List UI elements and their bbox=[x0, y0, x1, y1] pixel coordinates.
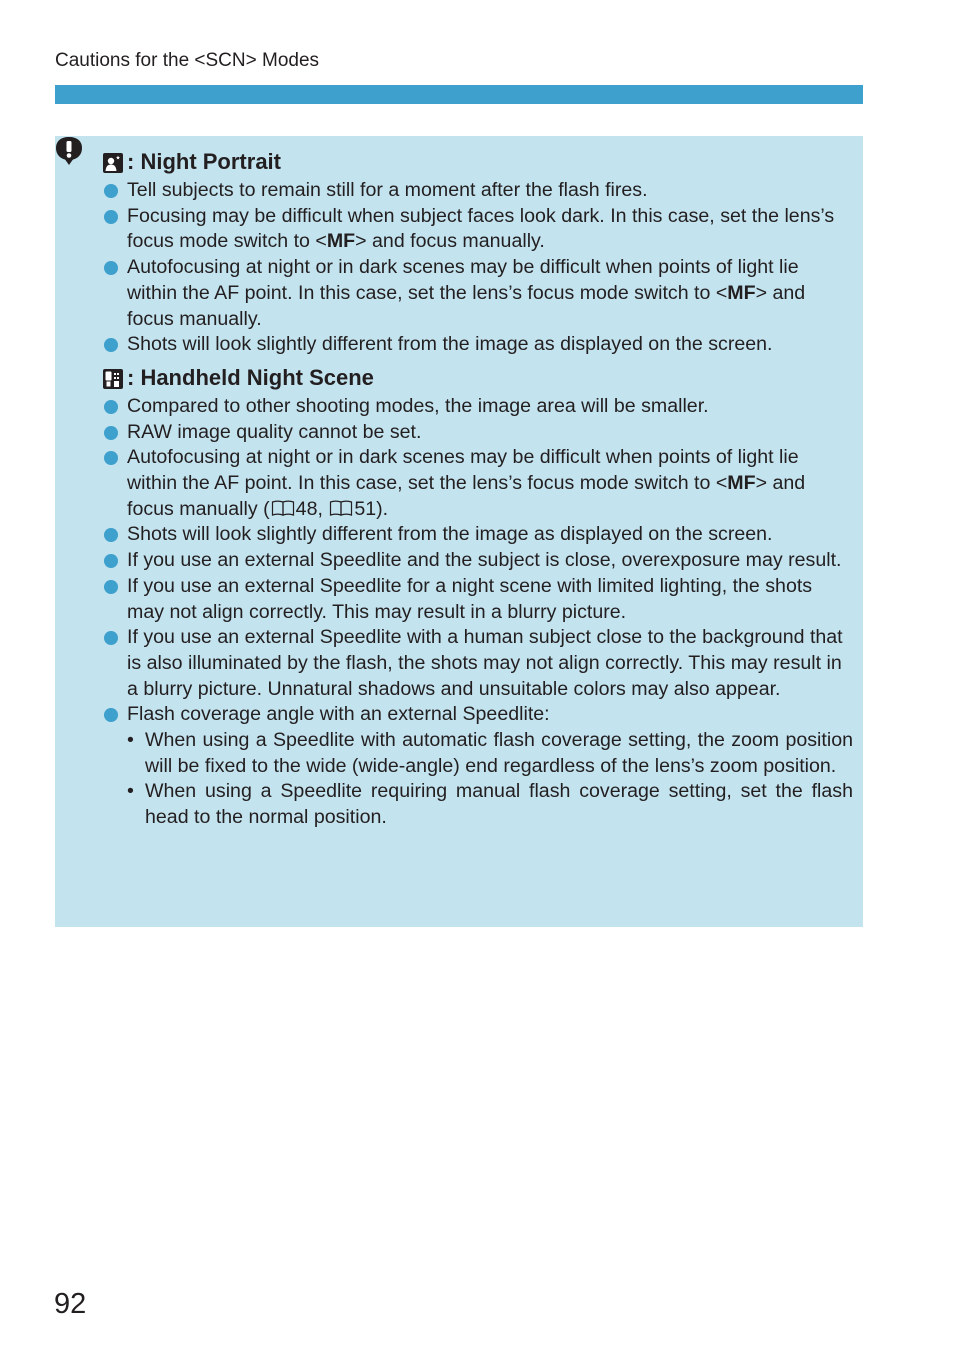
page-reference-book-icon bbox=[271, 499, 295, 517]
page-reference: 51 bbox=[354, 497, 377, 520]
bullet-dot-icon bbox=[104, 338, 118, 352]
list-item-text: Shots will look slightly different from the image as displayed on the screen. bbox=[127, 333, 773, 356]
list-item bbox=[103, 548, 853, 574]
bullet-dot-icon bbox=[104, 210, 118, 224]
bullet-dot-icon bbox=[104, 400, 118, 414]
sub-list-item bbox=[127, 728, 853, 779]
night-portrait-list bbox=[103, 178, 853, 358]
bullet-dot-icon bbox=[104, 451, 118, 465]
sub-list-item-text: When using a Speedlite with automatic flash coverage setting, the zoom position will be fixed to the wide (wide-angle) end regardless of the lens’s zoom position. bbox=[145, 729, 853, 777]
sub-list-item bbox=[127, 779, 853, 830]
section-heading-text: : Handheld Night Scene bbox=[127, 364, 374, 390]
bullet-dot-icon bbox=[104, 184, 118, 198]
list-item-text: Autofocusing at night or in dark scenes may be difficult when points of light lie within the AF point. In this case, set the lens’s focus mode switch to < bbox=[127, 256, 799, 304]
list-item-text: > and focus manually ( bbox=[127, 472, 806, 520]
bullet-dot-icon bbox=[104, 580, 118, 594]
section-heading-text: : Night Portrait bbox=[127, 149, 281, 174]
caution-box bbox=[55, 136, 863, 927]
list-item bbox=[103, 394, 853, 420]
caution-exclamation-icon bbox=[55, 136, 83, 166]
mf-label: MF bbox=[727, 281, 756, 304]
page-header-title: Cautions for the <SCN> Modes bbox=[55, 50, 320, 71]
list-item-text: Tell subjects to remain still for a moment after the flash fires. bbox=[127, 179, 648, 201]
list-item-text: RAW image quality cannot be set. bbox=[127, 420, 422, 443]
list-item-text: Focusing may be difficult when subject faces look dark. In this case, set the lens’s focus mode switch to < bbox=[127, 204, 835, 253]
list-item bbox=[103, 204, 853, 255]
sub-list-item-text: When using a Speedlite requiring manual flash coverage setting, set the flash head to the normal position. bbox=[145, 780, 853, 829]
bullet-dot-icon bbox=[104, 426, 118, 440]
list-item-text: > and focus manually. bbox=[355, 230, 545, 253]
flash-coverage-sublist bbox=[127, 728, 853, 831]
sub-bullet: • bbox=[127, 729, 134, 752]
bullet-dot-icon bbox=[104, 554, 118, 568]
mf-label: MF bbox=[326, 230, 356, 253]
list-item-text: ). bbox=[376, 497, 389, 520]
list-item bbox=[103, 255, 853, 332]
list-item-text: If you use an external Speedlite for a night scene with limited lighting, the shots may not align correctly. This may result in a blurry picture. bbox=[127, 574, 813, 623]
list-item-text: Flash coverage angle with an external Speedlite: bbox=[127, 703, 550, 726]
list-item bbox=[103, 178, 853, 204]
list-item-text: If you use an external Speedlite with a human subject close to the background that is also illuminated by the flash, the shots may not align correctly. This may result in a blurry picture. Unnatural shadows and unsuitable colors may also appear. bbox=[127, 626, 843, 700]
list-item-text: If you use an external Speedlite and the subject is close, overexposure may result. bbox=[127, 549, 842, 572]
night-portrait-mode-icon bbox=[103, 153, 123, 173]
handheld-night-scene-list bbox=[103, 394, 853, 831]
list-item bbox=[103, 702, 853, 831]
list-item bbox=[103, 420, 853, 446]
list-item-text: Compared to other shooting modes, the image area will be smaller. bbox=[127, 394, 709, 417]
section-heading-night-portrait bbox=[103, 146, 853, 178]
bullet-dot-icon bbox=[104, 708, 118, 722]
list-item bbox=[103, 445, 853, 522]
page-reference-book-icon bbox=[329, 499, 353, 517]
bullet-dot-icon bbox=[104, 631, 118, 645]
header-accent-bar bbox=[55, 85, 863, 104]
section-heading-handheld-night-scene bbox=[103, 362, 853, 394]
mf-label: MF bbox=[727, 472, 756, 495]
list-item-text: Autofocusing at night or in dark scenes may be difficult when points of light lie within the AF point. In this case, set the lens’s focus mode switch to < bbox=[127, 446, 799, 495]
page-number: 92 bbox=[54, 1288, 87, 1320]
list-item-text: > and focus manually. bbox=[127, 281, 806, 330]
list-item bbox=[103, 574, 853, 625]
handheld-night-scene-mode-icon bbox=[103, 369, 123, 389]
list-item-text: , bbox=[317, 497, 329, 520]
page-reference: 48 bbox=[295, 497, 318, 520]
list-item bbox=[103, 522, 853, 548]
caution-content bbox=[103, 146, 853, 831]
list-item bbox=[103, 625, 853, 702]
sub-bullet: • bbox=[127, 780, 134, 803]
bullet-dot-icon bbox=[104, 528, 118, 542]
list-item bbox=[103, 332, 853, 358]
bullet-dot-icon bbox=[104, 261, 118, 275]
list-item-text: Shots will look slightly different from the image as displayed on the screen. bbox=[127, 523, 773, 546]
